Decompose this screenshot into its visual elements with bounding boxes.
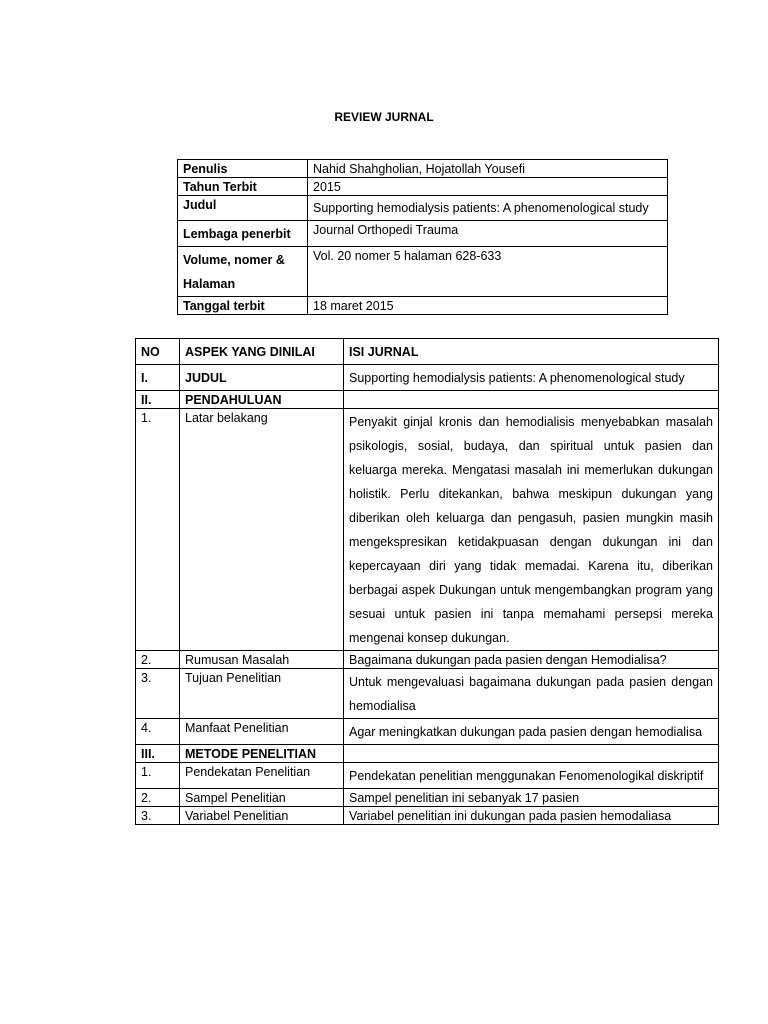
table-row: [136, 789, 719, 807]
info-label: Judul: [178, 196, 308, 221]
row-isi: Penyakit ginjal kronis dan hemodialisis menyebabkan masalah psikologis, sosial, budaya, dan spiritual untuk pasien dan keluarga mereka. Mengatasi masalah ini memerlukan dukungan holistik. Perlu ditekankan, bahwa meskipun dukungan yang diberikan oleh keluarga dan pengasuh, pasien mungkin masih mengekspresikan ketidakpuasan dengan dukungan ini dan kepercayaan diri yang tidak memadai. Karena itu, diberikan berbagai aspek Dukungan untuk mengembangkan program yang sesuai untuk pasien ini tanpa memahami persepsi mereka mengenai konsep dukungan.: [344, 409, 719, 651]
table-row: [136, 365, 719, 391]
info-value: 2015: [308, 178, 668, 196]
row-aspek: Tujuan Penelitian: [180, 669, 344, 719]
row-no: III.: [136, 745, 180, 763]
info-value: Nahid Shahgholian, Hojatollah Yousefi: [308, 160, 668, 178]
row-aspek: Sampel Penelitian: [180, 789, 344, 807]
row-isi: Pendekatan penelitian menggunakan Fenomenologikal diskriptif: [344, 763, 719, 789]
row-no: 4.: [136, 719, 180, 745]
table-row: [136, 651, 719, 669]
row-no: 2.: [136, 789, 180, 807]
row-no: 1.: [136, 409, 180, 651]
info-label: Volume, nomer & Halaman: [178, 247, 308, 297]
info-row-tanggal: [178, 297, 668, 315]
row-no: II.: [136, 391, 180, 409]
row-isi: Untuk mengevaluasi bagaimana dukungan pada pasien dengan hemodialisa: [344, 669, 719, 719]
info-row-lembaga: [178, 221, 668, 247]
header-no: NO: [136, 339, 180, 365]
table-row: [136, 763, 719, 789]
row-isi: Agar meningkatkan dukungan pada pasien dengan hemodialisa: [344, 719, 719, 745]
row-isi: Variabel penelitian ini dukungan pada pasien hemodaliasa: [344, 807, 719, 825]
info-label: Penulis: [178, 160, 308, 178]
row-aspek: METODE PENELITIAN: [180, 745, 344, 763]
row-no: 3.: [136, 807, 180, 825]
header-isi: ISI JURNAL: [344, 339, 719, 365]
info-value: 18 maret 2015: [308, 297, 668, 315]
row-isi: [344, 391, 719, 409]
table-row: [136, 409, 719, 651]
row-aspek: Latar belakang: [180, 409, 344, 651]
row-aspek: Manfaat Penelitian: [180, 719, 344, 745]
row-no: 2.: [136, 651, 180, 669]
row-aspek: PENDAHULUAN: [180, 391, 344, 409]
row-aspek: Rumusan Masalah: [180, 651, 344, 669]
row-isi: Sampel penelitian ini sebanyak 17 pasien: [344, 789, 719, 807]
header-aspek: ASPEK YANG DINILAI: [180, 339, 344, 365]
row-aspek: JUDUL: [180, 365, 344, 391]
table-row: [136, 807, 719, 825]
info-value: Journal Orthopedi Trauma: [308, 221, 668, 247]
row-no: I.: [136, 365, 180, 391]
row-isi: Supporting hemodialysis patients: A phenomenological study: [344, 365, 719, 391]
table-row: [136, 719, 719, 745]
table-row: [136, 745, 719, 763]
row-aspek: Variabel Penelitian: [180, 807, 344, 825]
info-row-judul: [178, 196, 668, 221]
row-no: 1.: [136, 763, 180, 789]
review-table: [135, 338, 719, 825]
header-row: [136, 339, 719, 365]
row-isi: [344, 745, 719, 763]
table-row: [136, 669, 719, 719]
table-row: [136, 391, 719, 409]
info-label: Tahun Terbit: [178, 178, 308, 196]
info-label: Lembaga penerbit: [178, 221, 308, 247]
info-row-penulis: [178, 160, 668, 178]
row-no: 3.: [136, 669, 180, 719]
info-label: Tanggal terbit: [178, 297, 308, 315]
info-value: Vol. 20 nomer 5 halaman 628-633: [308, 247, 668, 297]
row-isi: Bagaimana dukungan pada pasien dengan Hemodialisa?: [344, 651, 719, 669]
journal-info-table: [177, 159, 668, 315]
row-aspek: Pendekatan Penelitian: [180, 763, 344, 789]
info-row-volume: [178, 247, 668, 297]
info-value: Supporting hemodialysis patients: A phenomenological study: [308, 196, 668, 221]
document-title: REVIEW JURNAL: [334, 110, 434, 124]
info-row-tahun: [178, 178, 668, 196]
